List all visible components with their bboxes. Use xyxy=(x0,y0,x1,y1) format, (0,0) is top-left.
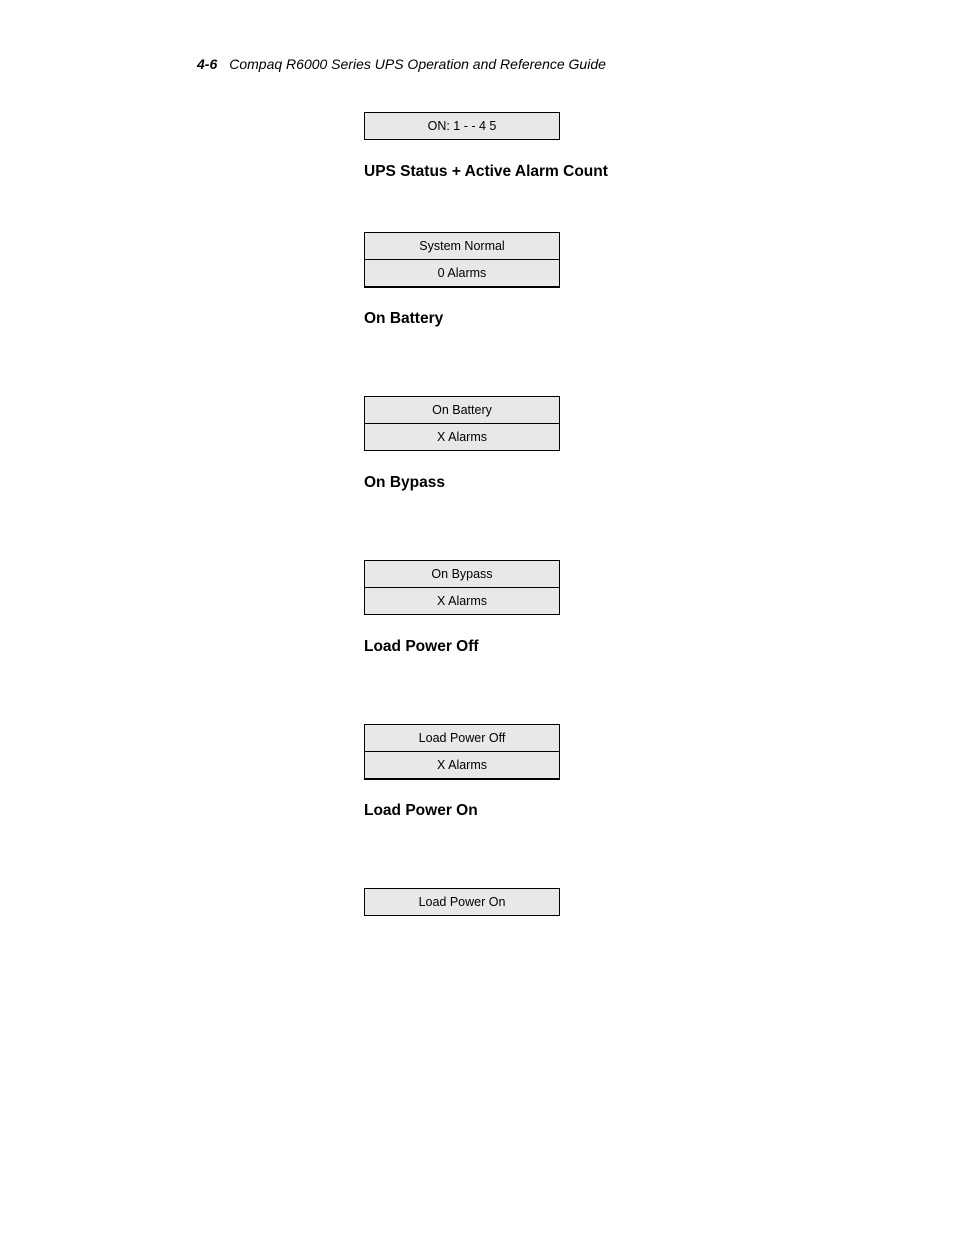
lcd-line: X Alarms xyxy=(365,751,559,778)
lcd-line: Load Power Off xyxy=(418,731,506,745)
lcd-display-load-power-off xyxy=(364,724,560,780)
lcd-line: On Bypass xyxy=(431,567,493,581)
lcd-line: On Battery xyxy=(432,403,492,417)
caption-on-battery: On Battery xyxy=(364,310,444,327)
page-number: 4-6 xyxy=(197,56,218,72)
caption-on-bypass: On Bypass xyxy=(364,474,445,491)
caption-load-power-off: Load Power Off xyxy=(364,638,479,655)
lcd-display-on-battery xyxy=(364,396,560,451)
lcd-line: X Alarms xyxy=(365,587,559,614)
lcd-display-on-bypass xyxy=(364,560,560,615)
caption-ups-status: UPS Status + Active Alarm Count xyxy=(364,163,608,180)
lcd-display-on-status xyxy=(364,112,560,140)
running-header xyxy=(197,56,606,72)
lcd-display-system-normal xyxy=(364,232,560,288)
lcd-line: 0 Alarms xyxy=(365,259,559,286)
guide-title: Compaq R6000 Series UPS Operation and Reference Guide xyxy=(229,56,606,72)
lcd-line: System Normal xyxy=(419,239,505,253)
lcd-line: X Alarms xyxy=(365,423,559,450)
lcd-line: ON: 1 - - 4 5 xyxy=(427,119,497,133)
lcd-line: Load Power On xyxy=(418,895,506,909)
caption-load-power-on: Load Power On xyxy=(364,802,478,819)
lcd-display-load-power-on xyxy=(364,888,560,916)
